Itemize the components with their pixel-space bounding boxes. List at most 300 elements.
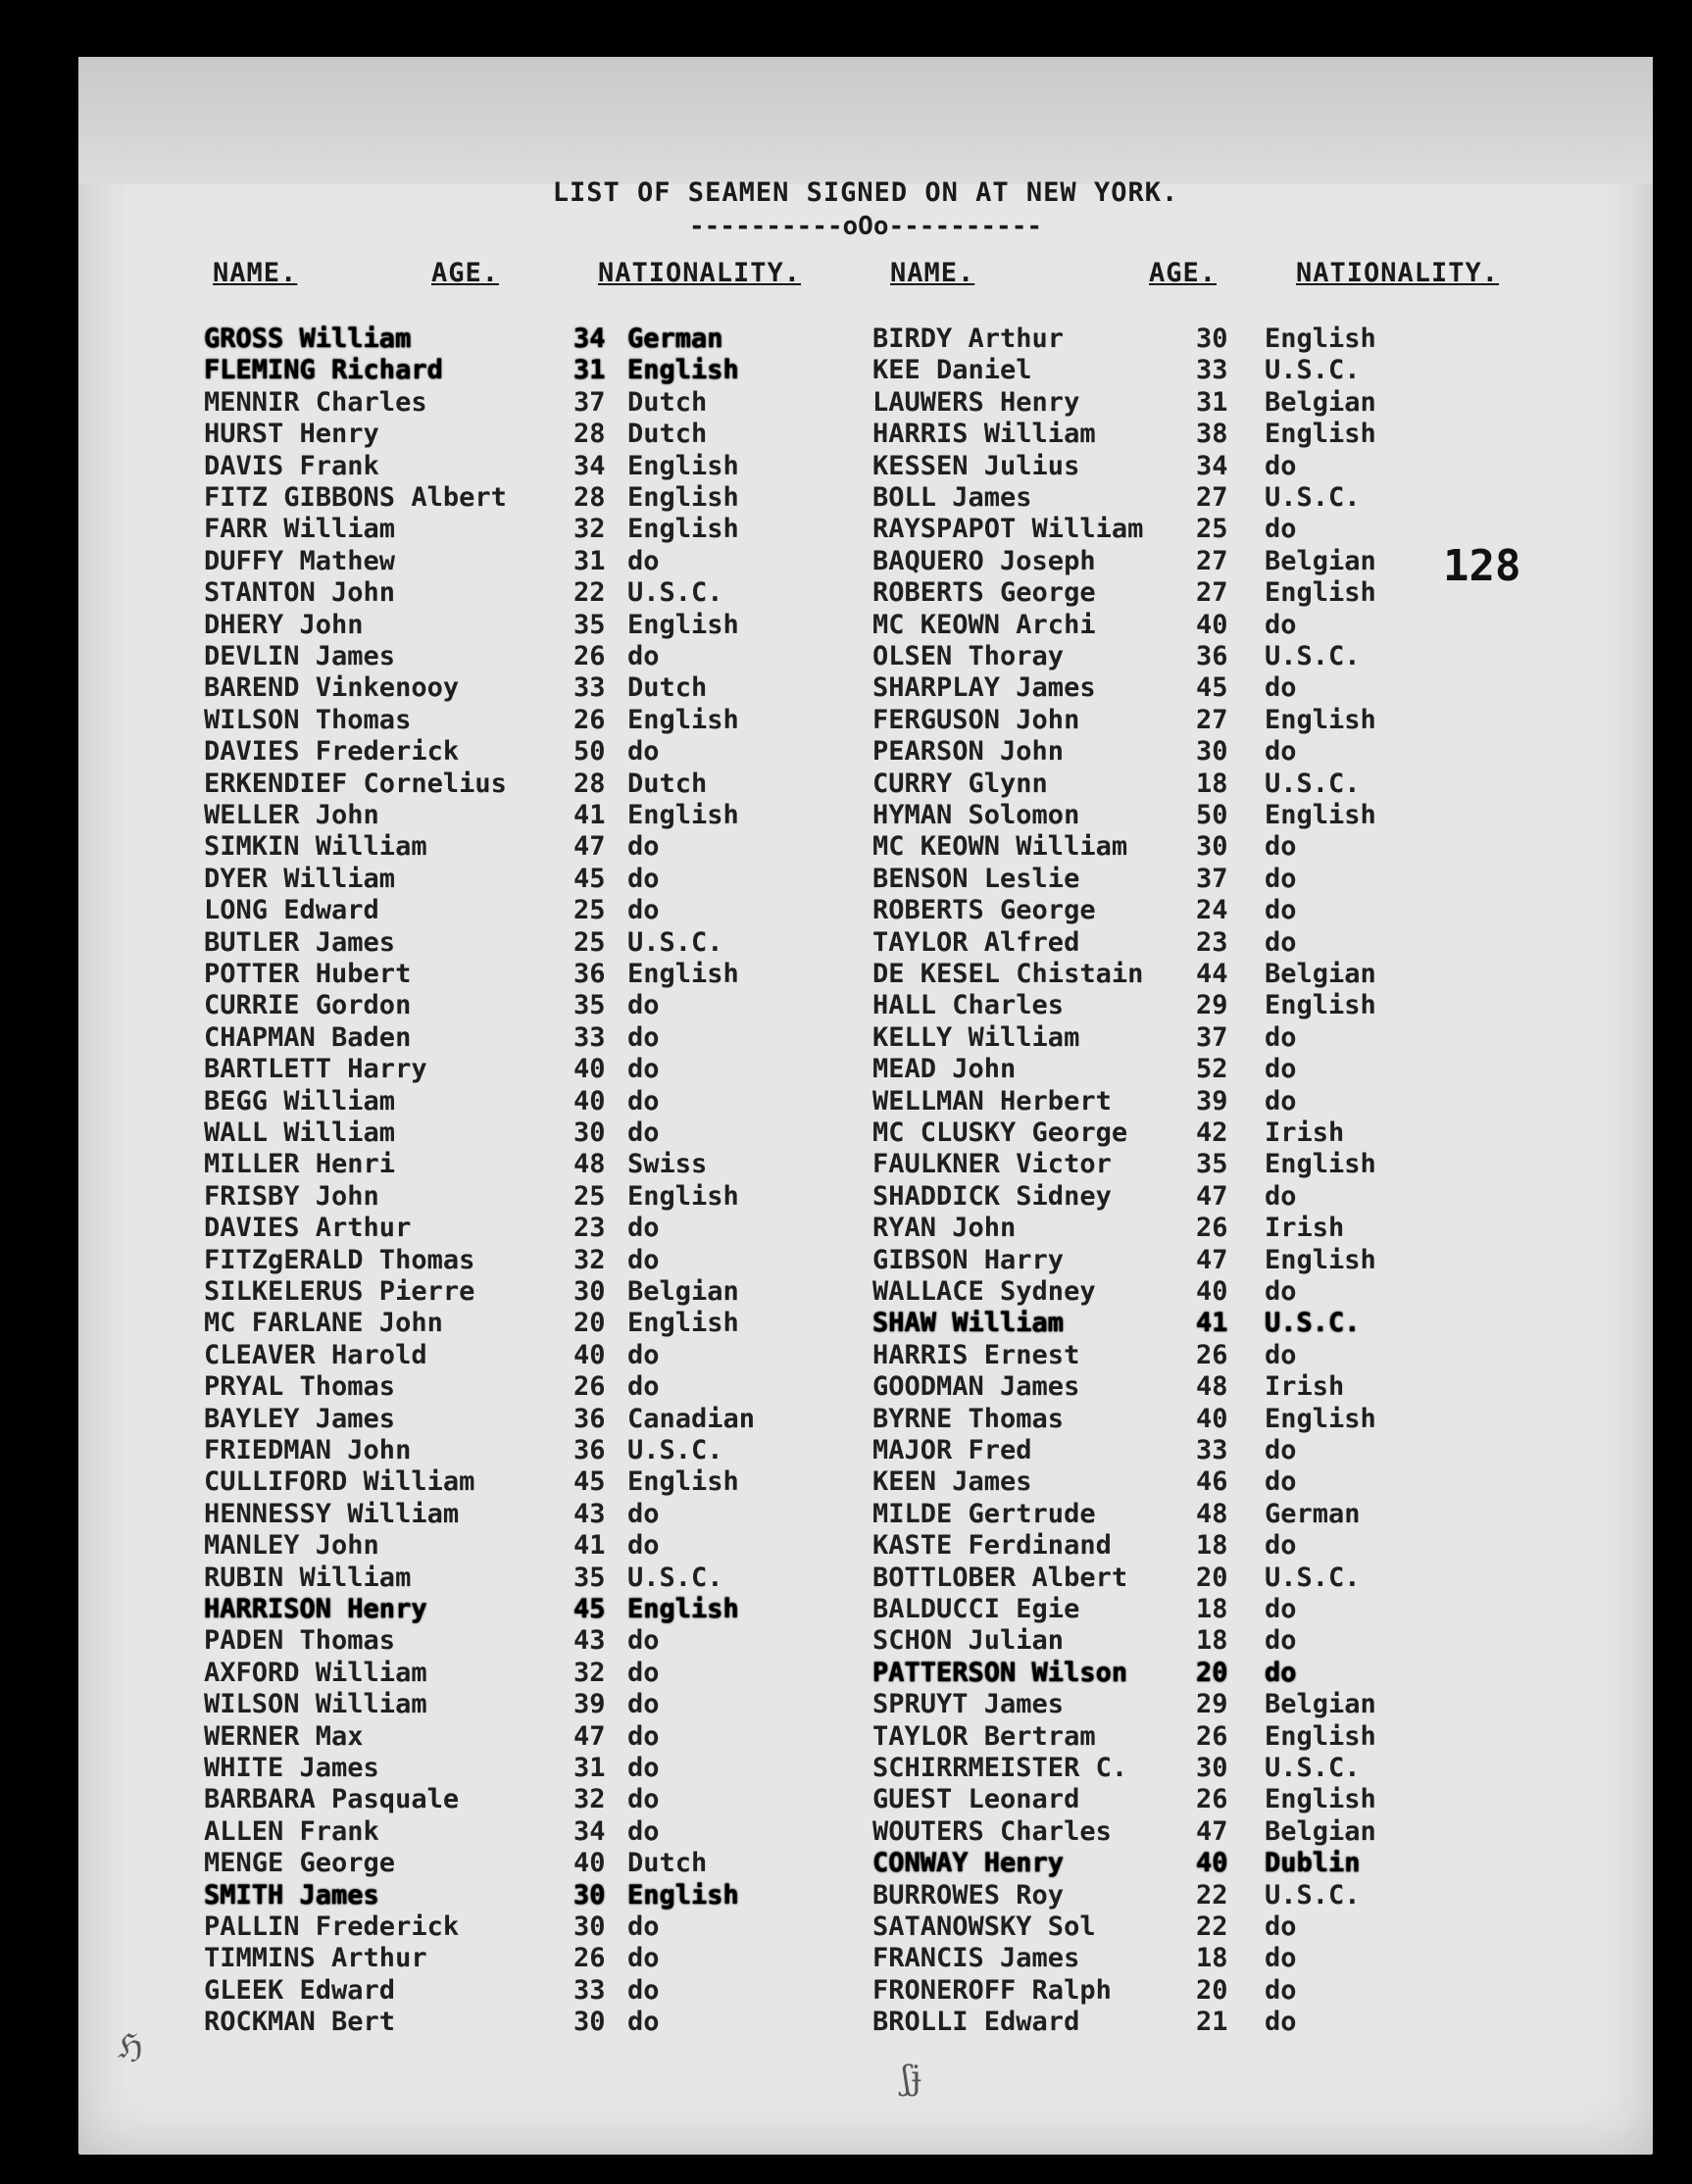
seaman-name: SILKELERUS Pierre: [204, 1276, 475, 1307]
right-header-age: AGE.: [1149, 258, 1218, 288]
seaman-age: 41: [573, 1530, 606, 1562]
right-list-row: [78, 1466, 1653, 1498]
seaman-name: FRISBY John: [204, 1180, 379, 1212]
right-list-row: [78, 769, 1653, 800]
seaman-name: KASTE Ferdinand: [872, 1530, 1112, 1562]
seaman-age: 31: [573, 1753, 606, 1783]
seaman-nationality: Dutch: [627, 768, 708, 799]
seaman-nationality: Dutch: [627, 672, 708, 704]
seaman-name: LAUWERS Henry: [872, 386, 1080, 418]
right-list-row: [78, 1404, 1653, 1435]
seaman-name: GUEST Leonard: [872, 1784, 1080, 1815]
seaman-age: 30: [573, 1117, 606, 1148]
right-list-row: [78, 1625, 1653, 1657]
right-list-row: [78, 1530, 1653, 1562]
seaman-age: 31: [1196, 386, 1228, 418]
seaman-nationality: English: [1265, 1244, 1376, 1275]
seaman-age: 20: [1196, 1657, 1228, 1688]
seaman-age: 28: [573, 482, 606, 513]
right-list-row: [78, 1213, 1653, 1244]
seaman-age: 45: [573, 1466, 606, 1498]
seaman-nationality: do: [1265, 1339, 1297, 1370]
seaman-age: 30: [1196, 831, 1228, 863]
seaman-age: 47: [573, 831, 606, 863]
seaman-name: TAYLOR Alfred: [872, 926, 1080, 958]
seaman-name: MAJOR Fred: [872, 1435, 1032, 1465]
seaman-name: LONG Edward: [204, 895, 379, 926]
seaman-age: 41: [573, 800, 606, 830]
right-list-row: [78, 1658, 1653, 1689]
seaman-name: RUBIN William: [204, 1562, 412, 1593]
right-list-row: [78, 1435, 1653, 1466]
seaman-name: WELLER John: [204, 800, 379, 830]
seaman-nationality: U.S.C.: [627, 1435, 723, 1465]
seaman-nationality: do: [1265, 609, 1297, 640]
seaman-nationality: do: [627, 1054, 660, 1085]
right-list-row: [78, 610, 1653, 641]
seaman-age: 33: [1196, 355, 1228, 386]
seaman-name: MENNIR Charles: [204, 386, 427, 418]
seaman-age: 20: [573, 1308, 606, 1339]
seaman-name: ROBERTS George: [872, 577, 1096, 609]
seaman-nationality: Dutch: [627, 1848, 708, 1879]
seaman-name: MC FARLANE John: [204, 1308, 443, 1339]
seaman-nationality: English: [627, 514, 739, 545]
seaman-nationality: do: [627, 1784, 660, 1815]
seaman-name: SATANOWSKY Sol: [872, 1911, 1096, 1942]
seaman-nationality: English: [627, 355, 739, 386]
seaman-nationality: do: [627, 1815, 660, 1847]
seaman-name: BAREND Vinkenooy: [204, 672, 460, 704]
seaman-name: KEEN James: [872, 1466, 1032, 1498]
seaman-nationality: U.S.C.: [627, 1562, 723, 1593]
right-list-row: [78, 482, 1653, 514]
seaman-age: 35: [573, 990, 606, 1021]
seaman-name: TAYLOR Bertram: [872, 1720, 1096, 1752]
seaman-nationality: English: [627, 1180, 739, 1212]
seaman-nationality: English: [1265, 1784, 1376, 1815]
seaman-age: 25: [573, 1180, 606, 1212]
seaman-nationality: do: [627, 1753, 660, 1783]
right-header-name: NAME.: [890, 258, 975, 288]
seaman-nationality: Belgian: [1265, 545, 1376, 576]
seaman-name: MENGE George: [204, 1848, 396, 1879]
right-list-row: [78, 672, 1653, 704]
seaman-age: 47: [1196, 1244, 1228, 1275]
right-list-row: [78, 990, 1653, 1021]
seaman-nationality: Canadian: [627, 1403, 756, 1434]
seaman-age: 34: [573, 323, 606, 354]
seaman-nationality: English: [627, 1879, 739, 1911]
seaman-name: FRONEROFF Ralph: [872, 1974, 1112, 2006]
seaman-nationality: English: [1265, 323, 1376, 354]
right-list-row: [78, 1911, 1653, 1943]
seaman-age: 30: [573, 1276, 606, 1307]
seaman-name: RYAN John: [872, 1213, 1017, 1244]
seaman-nationality: English: [627, 800, 739, 830]
seaman-nationality: English: [1265, 800, 1376, 830]
seaman-age: 22: [1196, 1879, 1228, 1911]
seaman-age: 35: [573, 609, 606, 640]
seaman-nationality: Belgian: [1265, 959, 1376, 989]
seaman-age: 47: [1196, 1180, 1228, 1212]
seaman-age: 47: [1196, 1815, 1228, 1847]
seaman-name: KESSEN Julius: [872, 450, 1080, 481]
seaman-name: OLSEN Thoray: [872, 641, 1065, 671]
seaman-name: RAYSPAPOT William: [872, 514, 1144, 545]
title-rule: ----------oOo----------: [688, 212, 1043, 241]
seaman-name: ROBERTS George: [872, 895, 1096, 926]
seaman-nationality: English: [627, 450, 739, 481]
seaman-name: CURRY Glynn: [872, 768, 1048, 799]
seaman-nationality: do: [627, 863, 660, 894]
right-list-row: [78, 705, 1653, 736]
seaman-age: 30: [573, 1911, 606, 1942]
seaman-name: FAULKNER Victor: [872, 1149, 1112, 1180]
seaman-name: MILDE Gertrude: [872, 1498, 1096, 1529]
seaman-age: 18: [1196, 1943, 1228, 1974]
seaman-nationality: English: [627, 1308, 739, 1339]
seaman-age: 24: [1196, 895, 1228, 926]
seaman-age: 34: [573, 450, 606, 481]
seaman-name: HARRISON Henry: [204, 1594, 427, 1624]
seaman-name: BARBARA Pasquale: [204, 1784, 460, 1815]
document-page: [78, 57, 1653, 2155]
seaman-nationality: do: [627, 2007, 660, 2038]
seaman-name: DHERY John: [204, 609, 364, 640]
seaman-age: 37: [573, 386, 606, 418]
seaman-nationality: German: [627, 323, 723, 354]
seaman-nationality: English: [627, 959, 739, 989]
seaman-name: CHAPMAN Baden: [204, 1021, 412, 1053]
seaman-name: SPRUYT James: [872, 1689, 1065, 1720]
seaman-age: 18: [1196, 1530, 1228, 1562]
seaman-nationality: English: [1265, 1149, 1376, 1180]
seaman-name: SHADDICK Sidney: [872, 1180, 1112, 1212]
seaman-nationality: Irish: [1265, 1371, 1345, 1403]
seaman-name: KELLY William: [872, 1021, 1080, 1053]
seaman-name: BALDUCCI Egie: [872, 1594, 1080, 1624]
seaman-name: HARRIS Ernest: [872, 1339, 1080, 1370]
seaman-nationality: U.S.C.: [1265, 641, 1361, 671]
right-list-row: [78, 1753, 1653, 1784]
seaman-age: 46: [1196, 1466, 1228, 1498]
seaman-age: 26: [1196, 1720, 1228, 1752]
seaman-nationality: U.S.C.: [1265, 1879, 1361, 1911]
seaman-age: 30: [1196, 736, 1228, 768]
seaman-name: WILSON William: [204, 1689, 427, 1720]
right-list-row: [78, 1086, 1653, 1117]
seaman-nationality: do: [627, 1371, 660, 1403]
seaman-nationality: German: [1265, 1498, 1361, 1529]
seaman-age: 32: [573, 1657, 606, 1688]
seaman-name: AXFORD William: [204, 1657, 427, 1688]
seaman-age: 26: [1196, 1784, 1228, 1815]
right-list-row: [78, 387, 1653, 419]
seaman-age: 52: [1196, 1054, 1228, 1085]
seaman-nationality: do: [1265, 895, 1297, 926]
seaman-nationality: do: [627, 1911, 660, 1942]
seaman-age: 31: [573, 355, 606, 386]
right-header-nationality: NATIONALITY.: [1296, 258, 1500, 288]
seaman-name: DAVIES Frederick: [204, 736, 460, 768]
seaman-nationality: do: [627, 1021, 660, 1053]
seaman-nationality: do: [627, 1117, 660, 1148]
seaman-nationality: Belgian: [1265, 1689, 1376, 1720]
right-list-row: [78, 1117, 1653, 1149]
seaman-age: 25: [573, 926, 606, 958]
seaman-age: 44: [1196, 959, 1228, 989]
seaman-name: SCHON Julian: [872, 1625, 1065, 1657]
seaman-nationality: do: [627, 831, 660, 863]
seaman-name: WALL William: [204, 1117, 396, 1148]
seaman-nationality: do: [627, 1339, 660, 1370]
seaman-nationality: do: [1265, 1085, 1297, 1117]
seaman-age: 36: [573, 959, 606, 989]
seaman-age: 26: [1196, 1213, 1228, 1244]
right-list-row: [78, 1816, 1653, 1848]
seaman-name: PADEN Thomas: [204, 1625, 396, 1657]
right-list-row: [78, 1848, 1653, 1879]
seaman-nationality: Belgian: [1265, 1815, 1376, 1847]
right-list-row: [78, 1689, 1653, 1720]
right-list-row: [78, 419, 1653, 450]
seaman-name: TIMMINS Arthur: [204, 1943, 427, 1974]
seaman-age: 34: [573, 1815, 606, 1847]
seaman-nationality: U.S.C.: [1265, 1562, 1361, 1593]
right-list-row: [78, 1181, 1653, 1213]
right-list-row: [78, 959, 1653, 990]
seaman-age: 25: [1196, 514, 1228, 545]
torn-top-strip: [78, 57, 1653, 184]
seaman-nationality: do: [1265, 1054, 1297, 1085]
seaman-nationality: English: [1265, 1403, 1376, 1434]
seaman-age: 30: [573, 2007, 606, 2038]
seaman-age: 41: [1196, 1308, 1228, 1339]
seaman-name: BOLL James: [872, 482, 1032, 513]
seaman-age: 23: [1196, 926, 1228, 958]
right-list-row: [78, 1276, 1653, 1308]
seaman-age: 26: [573, 641, 606, 671]
seaman-name: BYRNE Thomas: [872, 1403, 1065, 1434]
seaman-nationality: do: [1265, 1466, 1297, 1498]
seaman-nationality: English: [1265, 419, 1376, 450]
seaman-name: HYMAN Solomon: [872, 800, 1080, 830]
seaman-name: DAVIS Frank: [204, 450, 379, 481]
right-list-row: [78, 895, 1653, 926]
seaman-nationality: do: [627, 1943, 660, 1974]
seaman-age: 40: [573, 1848, 606, 1879]
seaman-age: 40: [573, 1085, 606, 1117]
seaman-name: PRYAL Thomas: [204, 1371, 396, 1403]
seaman-age: 45: [573, 863, 606, 894]
seaman-name: GOODMAN James: [872, 1371, 1080, 1403]
right-list-row: [78, 2007, 1653, 2038]
seaman-age: 36: [1196, 641, 1228, 671]
seaman-age: 48: [573, 1149, 606, 1180]
right-list-row: [78, 1563, 1653, 1594]
seaman-nationality: do: [627, 1498, 660, 1529]
seaman-nationality: do: [627, 1530, 660, 1562]
seaman-age: 42: [1196, 1117, 1228, 1148]
seaman-name: GROSS William: [204, 323, 412, 354]
right-list-row: [78, 831, 1653, 863]
right-list-row: [78, 355, 1653, 386]
seaman-name: KEE Daniel: [872, 355, 1032, 386]
seaman-age: 30: [1196, 1753, 1228, 1783]
seaman-age: 27: [1196, 545, 1228, 576]
seaman-age: 37: [1196, 863, 1228, 894]
seaman-name: SHAW William: [872, 1308, 1065, 1339]
seaman-name: FERGUSON John: [872, 704, 1080, 735]
right-list-row: [78, 800, 1653, 831]
seaman-age: 32: [573, 1244, 606, 1275]
seaman-name: DYER William: [204, 863, 396, 894]
seaman-name: FRIEDMAN John: [204, 1435, 412, 1465]
seaman-nationality: do: [1265, 672, 1297, 704]
seaman-age: 35: [573, 1562, 606, 1593]
seaman-name: FITZgERALD Thomas: [204, 1244, 475, 1275]
right-list-row: [78, 864, 1653, 895]
seaman-age: 18: [1196, 1625, 1228, 1657]
seaman-name: DUFFY Mathew: [204, 545, 396, 576]
seaman-name: ROCKMAN Bert: [204, 2007, 396, 2038]
left-header-nationality: NATIONALITY.: [598, 258, 802, 288]
seaman-nationality: English: [627, 1594, 739, 1624]
seaman-name: BOTTLOBER Albert: [872, 1562, 1128, 1593]
seaman-name: SIMKIN William: [204, 831, 427, 863]
seaman-name: PALLIN Frederick: [204, 1911, 460, 1942]
page-number: 128: [1443, 541, 1521, 591]
seaman-nationality: Belgian: [627, 1276, 739, 1307]
seaman-nationality: Irish: [1265, 1213, 1345, 1244]
right-list-row: [78, 1054, 1653, 1085]
seaman-nationality: do: [627, 641, 660, 671]
right-list-row: [78, 1721, 1653, 1753]
seaman-name: FARR William: [204, 514, 396, 545]
seaman-age: 40: [573, 1339, 606, 1370]
right-list-row: [78, 451, 1653, 482]
seaman-name: BEGG William: [204, 1085, 396, 1117]
seaman-name: BARTLETT Harry: [204, 1054, 427, 1085]
seaman-age: 22: [1196, 1911, 1228, 1942]
seaman-nationality: do: [627, 1244, 660, 1275]
seaman-nationality: do: [1265, 1435, 1297, 1465]
seaman-age: 26: [573, 1371, 606, 1403]
seaman-age: 28: [573, 419, 606, 450]
right-list-row: [78, 641, 1653, 672]
seaman-nationality: English: [627, 704, 739, 735]
seaman-name: HALL Charles: [872, 990, 1065, 1021]
seaman-name: HURST Henry: [204, 419, 379, 450]
seaman-age: 40: [1196, 1403, 1228, 1434]
seaman-name: WOUTERS Charles: [872, 1815, 1112, 1847]
left-header-age: AGE.: [431, 258, 500, 288]
seaman-name: MEAD John: [872, 1054, 1017, 1085]
seaman-age: 29: [1196, 990, 1228, 1021]
seaman-nationality: Swiss: [627, 1149, 708, 1180]
seaman-nationality: do: [1265, 1911, 1297, 1942]
right-list-row: [78, 546, 1653, 577]
seaman-nationality: U.S.C.: [1265, 768, 1361, 799]
seaman-nationality: English: [627, 482, 739, 513]
seaman-nationality: do: [1265, 2007, 1297, 2038]
seaman-nationality: Dutch: [627, 419, 708, 450]
seaman-age: 48: [1196, 1371, 1228, 1403]
seaman-name: ALLEN Frank: [204, 1815, 379, 1847]
seaman-age: 26: [1196, 1339, 1228, 1370]
seaman-age: 28: [573, 768, 606, 799]
left-header-name: NAME.: [213, 258, 298, 288]
seaman-name: CULLIFORD William: [204, 1466, 475, 1498]
seaman-age: 21: [1196, 2007, 1228, 2038]
seaman-nationality: do: [1265, 736, 1297, 768]
seaman-name: BURROWES Roy: [872, 1879, 1065, 1911]
seaman-nationality: U.S.C.: [1265, 1308, 1361, 1339]
seaman-nationality: do: [1265, 450, 1297, 481]
seaman-name: FLEMING Richard: [204, 355, 443, 386]
seaman-name: DEVLIN James: [204, 641, 396, 671]
seaman-age: 30: [1196, 323, 1228, 354]
seaman-name: WHITE James: [204, 1753, 379, 1783]
seaman-nationality: do: [1265, 1657, 1297, 1688]
right-list-row: [78, 323, 1653, 355]
right-list-row: [78, 1308, 1653, 1339]
seaman-age: 27: [1196, 704, 1228, 735]
right-list-row: [78, 1340, 1653, 1371]
seaman-age: 30: [573, 1879, 606, 1911]
handwritten-mark-bottom: ʃɉ: [902, 2059, 921, 2098]
seaman-nationality: English: [1265, 1720, 1376, 1752]
seaman-nationality: English: [1265, 990, 1376, 1021]
seaman-nationality: English: [1265, 577, 1376, 609]
seaman-name: WALLACE Sydney: [872, 1276, 1096, 1307]
seaman-name: STANTON John: [204, 577, 396, 609]
seaman-age: 27: [1196, 577, 1228, 609]
seaman-name: FITZ GIBBONS Albert: [204, 482, 507, 513]
seaman-nationality: Dublin: [1265, 1848, 1361, 1879]
seaman-nationality: do: [1265, 514, 1297, 545]
seaman-name: ERKENDIEF Cornelius: [204, 768, 507, 799]
seaman-age: 33: [573, 672, 606, 704]
handwritten-mark-left: ℌ: [118, 2027, 143, 2066]
seaman-age: 29: [1196, 1689, 1228, 1720]
seaman-age: 40: [1196, 1848, 1228, 1879]
right-list-row: [78, 1975, 1653, 2007]
seaman-nationality: do: [1265, 1943, 1297, 1974]
right-list-row: [78, 1943, 1653, 1974]
seaman-age: 22: [573, 577, 606, 609]
seaman-age: 40: [1196, 1276, 1228, 1307]
seaman-name: BAQUERO Joseph: [872, 545, 1096, 576]
seaman-name: DE KESEL Chistain: [872, 959, 1144, 989]
seaman-age: 33: [573, 1974, 606, 2006]
right-list-row: [78, 1499, 1653, 1530]
seaman-age: 40: [573, 1054, 606, 1085]
seaman-name: MC KEOWN William: [872, 831, 1128, 863]
right-list-row: [78, 1371, 1653, 1403]
seaman-age: 26: [573, 1943, 606, 1974]
seaman-age: 18: [1196, 768, 1228, 799]
seaman-nationality: English: [627, 1466, 739, 1498]
right-list-row: [78, 1245, 1653, 1276]
seaman-age: 43: [573, 1498, 606, 1529]
seaman-age: 35: [1196, 1149, 1228, 1180]
seaman-age: 47: [573, 1720, 606, 1752]
seaman-nationality: do: [627, 1974, 660, 2006]
right-list-row: [78, 1022, 1653, 1054]
seaman-nationality: do: [1265, 1180, 1297, 1212]
